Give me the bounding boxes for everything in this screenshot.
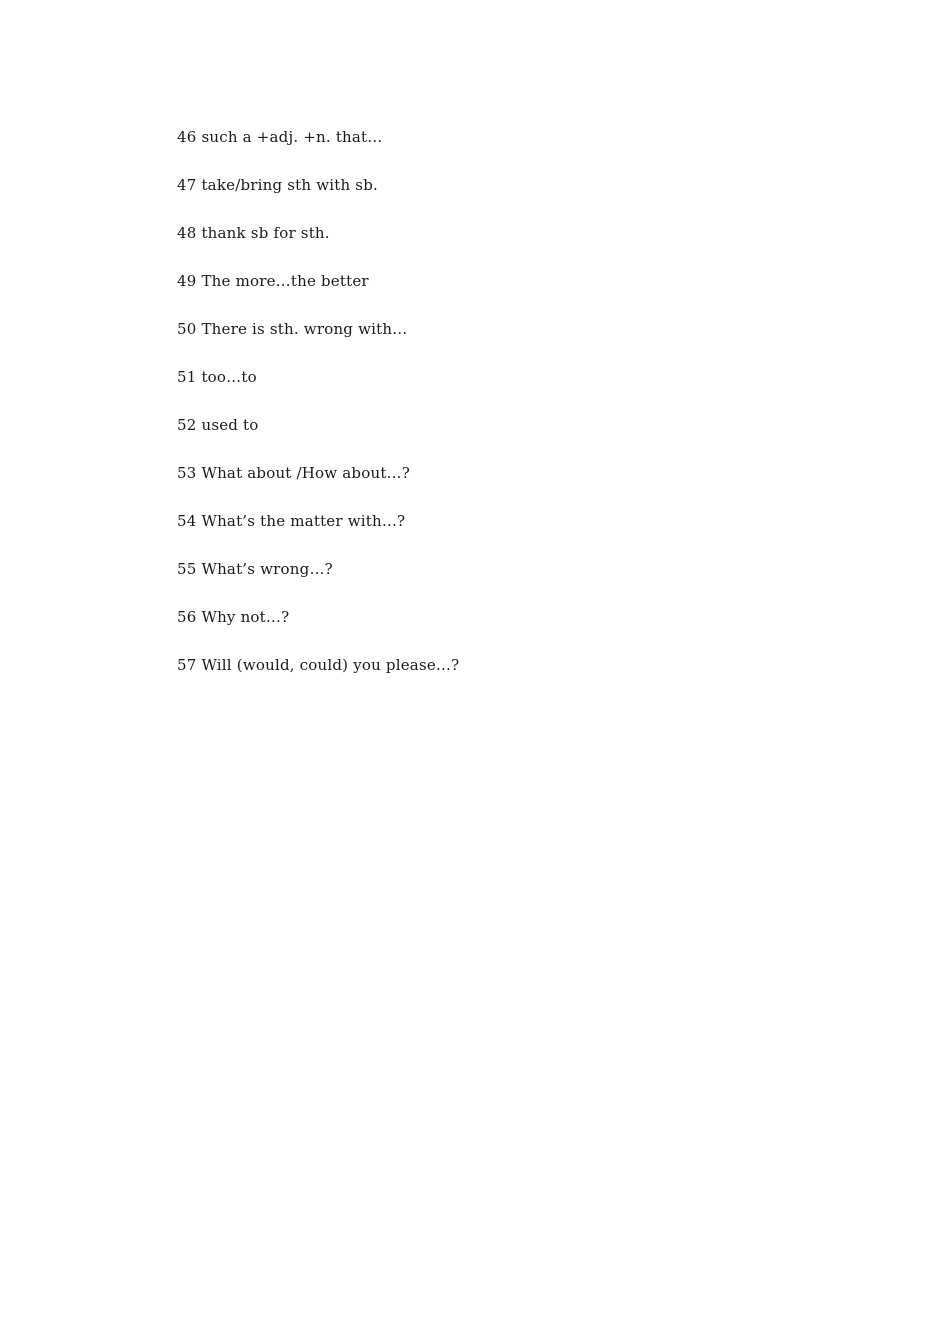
list-item: 49 The more…the better <box>177 272 369 290</box>
list-item: 51 too…to <box>177 368 257 386</box>
list-item: 47 take/bring sth with sb. <box>177 176 378 194</box>
list-item: 56 Why not…? <box>177 608 290 626</box>
list-item: 53 What about /How about…? <box>177 464 410 482</box>
list-item: 52 used to <box>177 416 259 434</box>
list-item: 55 What’s wrong…? <box>177 560 333 578</box>
list-item: 46 such a +adj. +n. that… <box>177 128 383 146</box>
list-item: 50 There is sth. wrong with… <box>177 320 408 338</box>
list-item: 48 thank sb for sth. <box>177 224 330 242</box>
list-item: 57 Will (would, could) you please…? <box>177 656 460 674</box>
list-item: 54 What’s the matter with…? <box>177 512 406 530</box>
phrase-list <box>177 124 459 700</box>
